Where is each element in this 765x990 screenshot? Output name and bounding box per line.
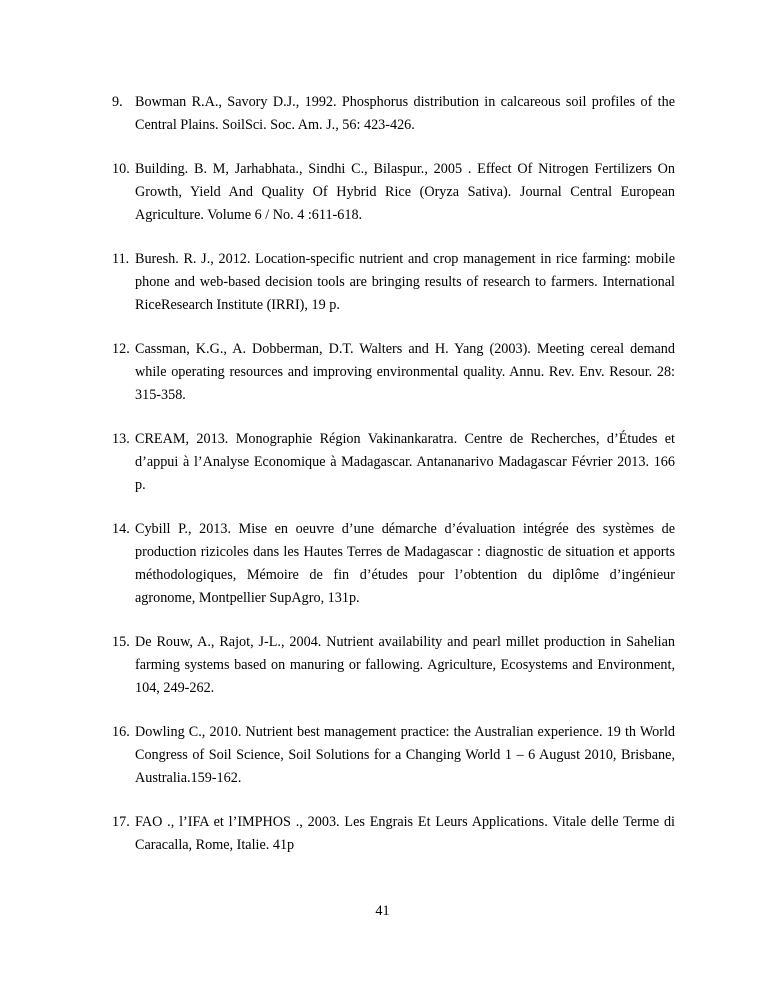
reference-item (112, 518, 675, 610)
reference-text: De Rouw, A., Rajot, J-L., 2004. Nutrient availability and pearl millet production in Sahelian farming systems based on manuring or fallowing. Agriculture, Ecosystems and Environment, 104, 249-262. (135, 634, 675, 696)
reference-number: 12. (112, 341, 130, 357)
reference-number: 14. (112, 521, 130, 537)
reference-item (112, 91, 675, 137)
reference-text: FAO ., l’IFA et l’IMPHOS ., 2003. Les Engrais Et Leurs Applications. Vitale delle Terme di Caracalla, Rome, Italie. 41p (135, 814, 675, 853)
reference-text: Building. B. M, Jarhabhata., Sindhi C., Bilaspur., 2005 . Effect Of Nitrogen Fertilizers On Growth, Yield And Quality Of Hybrid Rice (Oryza Sativa). Journal Central European Agriculture. Volume 6 / No. 4 :611-618. (135, 161, 675, 223)
reference-number: 15. (112, 634, 130, 650)
reference-number: 9. (112, 94, 123, 110)
reference-number: 17. (112, 814, 130, 830)
reference-item (112, 811, 675, 857)
reference-item (112, 338, 675, 407)
reference-text: Buresh. R. J., 2012. Location-specific nutrient and crop management in rice farming: mobile phone and web-based decision tools are bringing results of research to farmers. International RiceResearch Institute (IRRI), 19 p. (135, 251, 675, 313)
reference-item (112, 631, 675, 700)
reference-list (112, 91, 675, 878)
reference-number: 11. (112, 251, 130, 267)
reference-text: Bowman R.A., Savory D.J., 1992. Phosphorus distribution in calcareous soil profiles of the Central Plains. SoilSci. Soc. Am. J., 56: 423-426. (135, 94, 675, 133)
reference-text: CREAM, 2013. Monographie Région Vakinankaratra. Centre de Recherches, d’Études et d’appui à l’Analyse Economique à Madagascar. Antananarivo Madagascar Février 2013. 166 p. (135, 431, 675, 493)
reference-text: Cassman, K.G., A. Dobberman, D.T. Walters and H. Yang (2003). Meeting cereal demand while operating resources and improving environmental quality. Annu. Rev. Env. Resour. 28: 315-358. (135, 341, 675, 403)
reference-item (112, 158, 675, 227)
reference-item (112, 248, 675, 317)
reference-item (112, 428, 675, 497)
reference-text: Cybill P., 2013. Mise en oeuvre d’une démarche d’évaluation intégrée des systèmes de production rizicoles dans les Hautes Terres de Madagascar : diagnostic de situation et apports méthodologiques, Mémoire de fin d’études pour l’obtention du diplôme d’ingénieur agronome, Montpellier SupAgro, 131p. (135, 521, 675, 606)
reference-text: Dowling C., 2010. Nutrient best management practice: the Australian experience. 19 th World Congress of Soil Science, Soil Solutions for a Changing World 1 – 6 August 2010, Brisbane, Australia.159-162. (135, 724, 675, 786)
reference-number: 16. (112, 724, 130, 740)
reference-number: 13. (112, 431, 130, 447)
page-number: 41 (375, 903, 390, 919)
reference-number: 10. (112, 161, 130, 177)
reference-item (112, 721, 675, 790)
